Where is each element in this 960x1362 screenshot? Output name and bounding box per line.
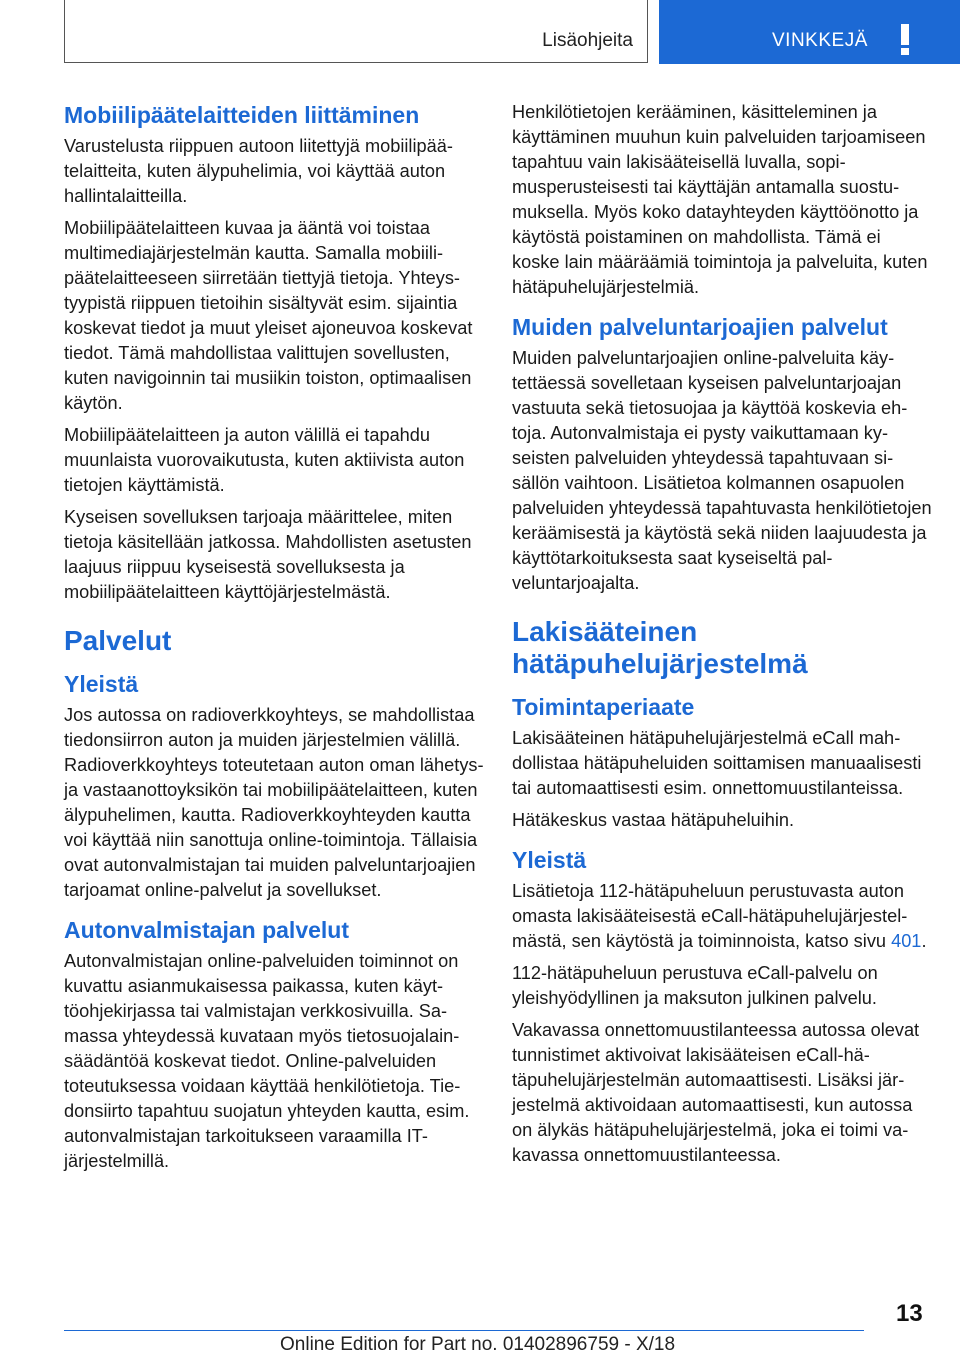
heading-other-providers: Muiden palveluntarjoajien palvelut [512, 314, 888, 340]
paragraph: Vakavassa onnettomuustilanteessa autossa olevat tunnistimet aktivoivat lakisääteisen eCall-hätäpuhelujärjestelmän automaattisesti. Lisäksi järjestelmä aktivoidaan automaattisesti, kun autossa on älykäs hätäpuhelujärjestelmä, joka ei toimi vakavassa onnettomuustilanteessa. [512, 1020, 920, 1165]
heading-operating-principle: Toimintaperiaate [512, 694, 695, 720]
left-column [64, 100, 484, 1181]
footer-edition: Online Edition for Part no. 01402896759 - X/18 [280, 1334, 676, 1355]
heading-general: Yleistä [512, 847, 587, 873]
heading-general: Yleistä [64, 671, 139, 697]
header-section-title: Lisäohjeita [542, 30, 633, 51]
heading-services: Palvelut [64, 625, 172, 656]
paragraph: Hätäkeskus vastaa hätäpuheluihin. [512, 810, 795, 830]
page-link-401[interactable]: 401 [891, 931, 922, 951]
page-number: 13 [896, 1300, 923, 1327]
paragraph-text: . [921, 931, 927, 951]
header-frame [64, 0, 648, 63]
header-tab-label: VINKKEJÄ [772, 30, 868, 51]
paragraph: Autonvalmistajan online-palveluiden toiminnot on kuvattu asianmukaisessa paikassa, kuten käyttöohjekirjassa tai valmistajan verkkosivuilla. Samassa yhteydessä kuvataan myös tietosuojalainsäädäntöä koskevat tiedot. Online-palveluiden toteutuksessa voidaan käyttää henkilötietoja. Tiedonsiirto tapahtuu suojatun yhteyden kautta, esim. autonvalmistajan tarkoitukseen varaamilla IT-järjestelmillä. [64, 951, 470, 1171]
heading-emergency-line-1: Lakisääteinen [512, 616, 698, 647]
exclamation-icon [897, 22, 913, 56]
right-column [512, 100, 932, 1175]
heading-manufacturer-services: Autonvalmistajan palvelut [64, 917, 350, 943]
paragraph: Lakisääteinen hätäpuhelujärjestelmä eCall mahdollistaa hätäpuheluiden soittamisen manuaalisesti tai automaattisesti esim. onnettomuustilanteissa. [512, 728, 922, 798]
paragraph-with-link [512, 879, 932, 954]
footer-divider [64, 1330, 864, 1331]
paragraph-text: Lisätietoja 112-hätäpuheluun perustuvasta auton omasta lakisääteisestä eCall-hätäpuhelujärjestelmästä, sen käytöstä ja toiminnoista, katso sivu [512, 881, 908, 951]
heading-mobile-devices: Mobiilipäätelaitteiden liittäminen [64, 102, 420, 128]
heading-emergency-system [512, 616, 932, 680]
paragraph: 112-hätäpuheluun perustuva eCall-palvelu on yleishyödyllinen ja maksuton julkinen palvelu. [512, 963, 878, 1008]
paragraph: Jos autossa on radioverkkoyhteys, se mahdollistaa tiedonsiirron auton ja muiden järjestelmien välillä. Radioverkkoyhteys toteutetaan auton oman lähetys- ja vastaanottoyksikön tai mobiilipäätelaitteen, kuten älypuhelimen, kautta. Radioverkkoyhteyden kautta voi käyttää niin sanottuja online-toimintoja. Tällaisia ovat autonvalmistajan tai muiden palveluntarjoajien tarjoamat online-palvelut ja sovellukset. [64, 705, 484, 900]
paragraph: Muiden palveluntarjoajien online-palveluita käytettäessä sovelletaan kyseisen palveluntarjoajan vastuuta sekä tietosuojaa ja käyttöä koskevia ehtoja. Autonvalmistaja ei pysty vaikuttamaan kyseisten palveluiden yhteydessä tapahtuvaan sisällön vaihtoon. Lisätietoa kolmannen osapuolen palveluiden yhteydessä tapahtuvasta henkilötietojen keräämisestä ja käytöstä sekä niiden laajuudesta ja käyttötarkoituksesta saat kyseiseltä palveluntarjoajalta. [512, 348, 932, 593]
paragraph: Kyseisen sovelluksen tarjoaja määrittelee, miten tietoja käsitellään jatkossa. Mahdollisten asetusten laajuus riippuu kyseisestä sovelluksesta ja mobiilipäätelaitteen käyttöjärjestelmästä. [64, 507, 472, 602]
paragraph: Mobiilipäätelaitteen ja auton välillä ei tapahdu muunlaista vuorovaikutusta, kuten aktiivista auton tietojen käyttämistä. [64, 425, 465, 495]
heading-emergency-line-2: hätäpuhelujärjestelmä [512, 648, 808, 679]
paragraph: Mobiilipäätelaitteen kuvaa ja ääntä voi toistaa multimediajärjestelmän kautta. Samalla mobiilipäätelaitteeseen siirretään tiettyjä tietoja. Yhteystyypistä riippuen tietoihin sisältyvät esim. sijaintia koskevat tiedot ja muut yleiset ajoneuvoa koskevat tiedot. Tämä mahdollistaa valittujen sovellusten, kuten navigoinnin tai musiikin toiston, optimaalisen käytön. [64, 218, 473, 413]
paragraph: Varustelusta riippuen autoon liitettyjä mobiilipäätelaitteita, kuten älypuhelimia, voi käyttää auton hallintalaitteilla. [64, 136, 453, 206]
header-tab [659, 0, 960, 64]
paragraph: Henkilötietojen kerääminen, käsitteleminen ja käyttäminen muuhun kuin palveluiden tarjoamiseen tapahtuu vain lakisääteisellä luvalla, sopimusperusteisesti tai käyttäjän antamalla suostumuksella. Myös koko datayhteyden käyttöönotto ja käytöstä poistaminen on mahdollista. Tämä ei koske lain määräämiä toimintoja ja palveluita, kuten hätäpuhelujärjestelmiä. [512, 102, 928, 297]
